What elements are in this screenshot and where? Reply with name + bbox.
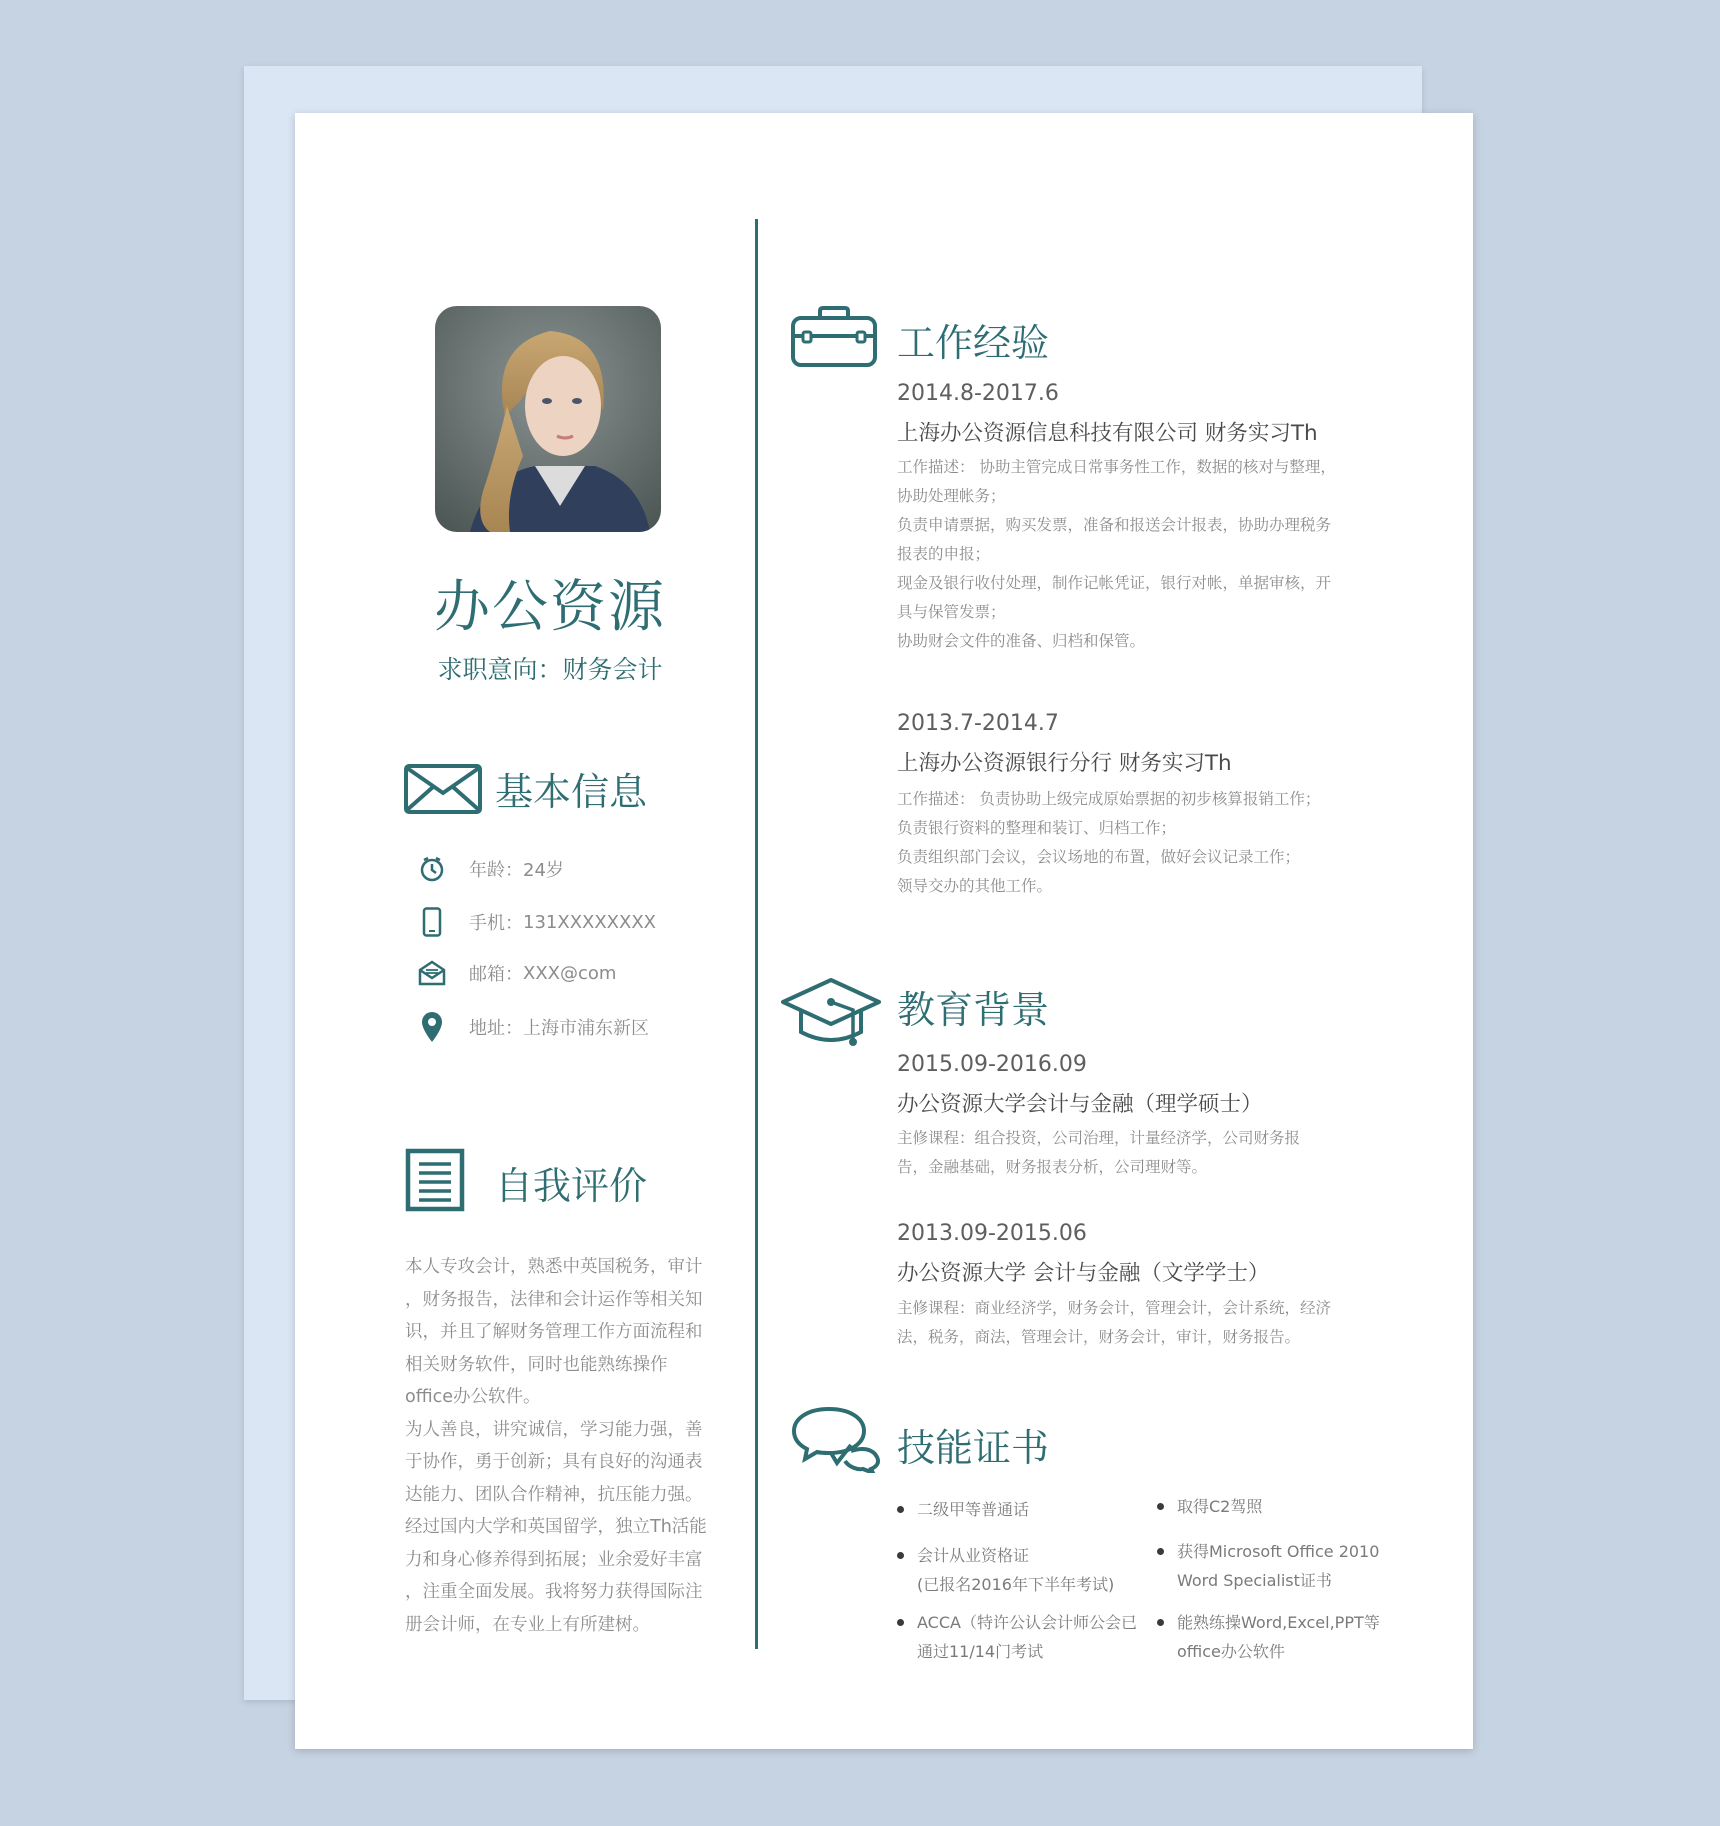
desc-line: 领导交办的其他工作。 (897, 877, 1053, 895)
desc-line: 告，金融基础，财务报表分析，公司理财等。 (897, 1158, 1208, 1176)
info-label: 邮箱： (469, 964, 523, 985)
desc-line: 现金及银行收付处理，制作记帐凭证，银行对帐，单据审核，开 (897, 574, 1332, 592)
self-eval-line: 识，并且了解财务管理工作方面流程和 (405, 1322, 703, 1342)
envelope-icon (403, 763, 483, 819)
self-eval-line: ，财务报告，法律和会计运作等相关知 (405, 1289, 703, 1310)
info-value: 131XXXXXXXX (523, 911, 657, 933)
self-eval-line: 相关财务软件，同时也能熟练操作 (405, 1354, 668, 1375)
info-value: 24岁 (523, 860, 564, 881)
graduation-cap-icon (779, 976, 883, 1052)
info-phone (415, 905, 656, 939)
info-value: XXX@com (523, 962, 617, 984)
edu-org-2: 办公资源大学 会计与金融（文学学士） (897, 1261, 1270, 1286)
skill-line: ACCA（特许公认会计师公会已 (917, 1613, 1137, 1632)
column-divider (755, 219, 758, 1649)
desc-line: 负责银行资料的整理和装订、归档工作； (897, 819, 1177, 837)
work-desc-1 (897, 453, 1377, 656)
self-eval-line: ，注重全面发展。我将努力获得国际注 (405, 1582, 703, 1602)
skill-item (897, 1541, 1114, 1599)
skill-item (897, 1608, 1137, 1666)
skill-line: (已报名2016年下半年考试) (917, 1575, 1115, 1594)
work-org-1: 上海办公资源信息科技有限公司 财务实习Th (897, 421, 1318, 446)
work-org-2: 上海办公资源银行分行 财务实习Th (897, 751, 1232, 776)
candidate-name: 办公资源 (434, 575, 666, 640)
desc-line: 法，税务，商法，管理会计，财务会计，审计，财务报告。 (897, 1328, 1301, 1346)
phone-icon (415, 905, 449, 939)
self-eval-line: 经过国内大学和英国留学，独立Th活能 (405, 1517, 707, 1537)
desc-line: 具与保管发票； (897, 603, 1006, 621)
info-label: 地址： (469, 1018, 523, 1039)
work-title: 工作经验 (897, 321, 1050, 365)
info-age (415, 852, 564, 886)
edu-desc-2 (897, 1294, 1377, 1352)
desc-line: 主修课程：组合投资，公司治理，计量经济学，公司财务报 (897, 1129, 1301, 1147)
edu-org-1: 办公资源大学会计与金融（理学硕士） (897, 1092, 1263, 1117)
self-eval-text (405, 1251, 725, 1641)
chat-bubbles-icon (791, 1405, 881, 1477)
self-eval-line: 为人善良，讲究诚信，学习能力强，善 (405, 1419, 703, 1440)
skill-line: 二级甲等普通话 (917, 1500, 1030, 1519)
desc-line: 协助处理帐务； (897, 487, 1006, 505)
resume-page (295, 113, 1473, 1749)
desc-line: 报表的申报； (897, 545, 991, 563)
self-eval-line: 达能力、团队合作精神，抗压能力强。 (405, 1484, 703, 1505)
skill-line: 通过11/14门考试 (917, 1642, 1044, 1661)
self-eval-title: 自我评价 (495, 1164, 648, 1208)
work-date-2: 2013.7-2014.7 (897, 711, 1059, 736)
clock-icon (415, 852, 449, 886)
desc-line: 工作描述： 协助主管完成日常事务性工作，数据的核对与整理， (897, 458, 1336, 476)
work-date-1: 2014.8-2017.6 (897, 381, 1059, 406)
education-title: 教育背景 (897, 988, 1050, 1032)
self-eval-line: 力和身心修养得到拓展；业余爱好丰富 (405, 1549, 703, 1570)
info-value: 上海市浦东新区 (523, 1018, 649, 1039)
skill-line: Word Specialist证书 (1177, 1571, 1332, 1590)
self-eval-line: 于协作，勇于创新；具有良好的沟通表 (405, 1452, 703, 1472)
self-eval-line: 册会计师，在专业上有所建树。 (405, 1614, 650, 1635)
skill-line: 获得Microsoft Office 2010 (1177, 1542, 1380, 1561)
basic-info-title: 基本信息 (495, 770, 648, 814)
self-eval-line: 本人专攻会计，熟悉中英国税务，审计 (405, 1257, 703, 1277)
edu-date-1: 2015.09-2016.09 (897, 1052, 1087, 1077)
skill-line: 能熟练操Word,Excel,PPT等 (1177, 1613, 1380, 1632)
skill-line: office办公软件 (1177, 1642, 1285, 1661)
self-eval-line: office办公软件。 (405, 1387, 541, 1407)
skill-item (1157, 1608, 1380, 1666)
info-address (415, 1010, 649, 1044)
document-icon (405, 1148, 465, 1216)
skill-line: 取得C2驾照 (1177, 1497, 1263, 1516)
desc-line: 工作描述： 负责协助上级完成原始票据的初步核算报销工作； (897, 790, 1321, 808)
desc-line: 协助财会文件的准备、归档和保管。 (897, 632, 1146, 650)
edu-desc-1 (897, 1124, 1377, 1182)
skills-title: 技能证书 (897, 1426, 1050, 1470)
skill-item (897, 1495, 1029, 1524)
skill-line: 会计从业资格证 (917, 1546, 1030, 1565)
desc-line: 主修课程：商业经济学，财务会计，管理会计，会计系统，经济 (897, 1299, 1332, 1317)
mail-icon (415, 956, 449, 990)
briefcase-icon (790, 306, 878, 372)
skill-item (1157, 1537, 1379, 1595)
desc-line: 负责申请票据，购买发票，准备和报送会计报表，协助办理税务 (897, 516, 1332, 534)
info-email (415, 956, 616, 990)
location-pin-icon (415, 1010, 449, 1044)
info-label: 年龄： (469, 860, 523, 881)
desc-line: 负责组织部门会议，会议场地的布置，做好会议记录工作； (897, 848, 1301, 866)
info-label: 手机： (469, 913, 523, 934)
job-intent: 求职意向：财务会计 (437, 655, 663, 684)
edu-date-2: 2013.09-2015.06 (897, 1221, 1087, 1246)
skill-item (1157, 1492, 1262, 1521)
profile-photo (435, 306, 661, 532)
work-desc-2 (897, 785, 1377, 901)
